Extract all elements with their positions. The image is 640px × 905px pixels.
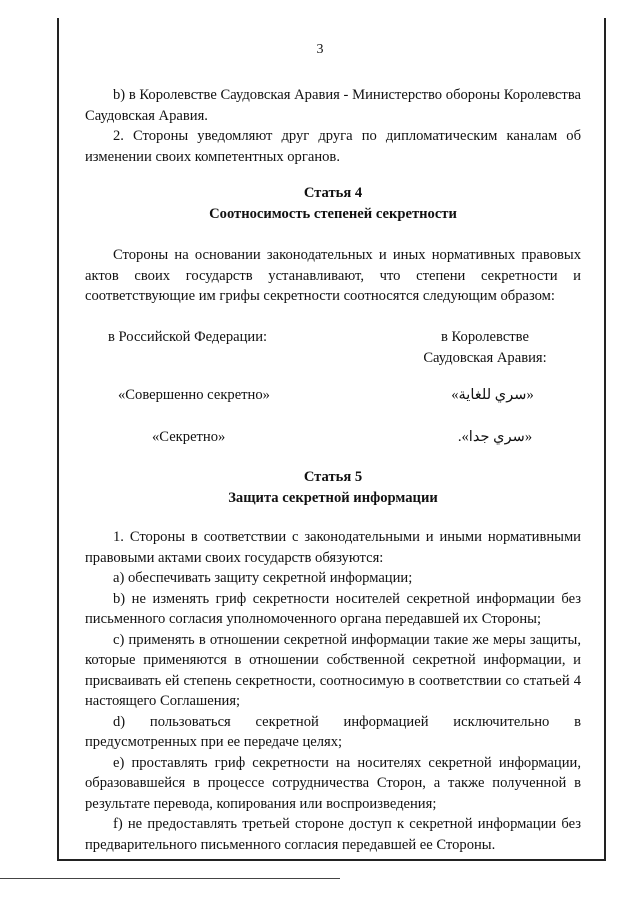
article-5-body <box>85 527 581 855</box>
column-right-header-line1: в Королевстве <box>441 329 529 345</box>
article-4-title: Соотносимость степеней секретности <box>209 205 457 222</box>
column-right-header-line2: Саудовская Аравия: <box>423 349 547 366</box>
column-right-header <box>400 327 570 368</box>
article-5-item-a: а) обеспечивать защиту секретной информации; <box>113 570 413 586</box>
article-4-heading <box>85 183 581 224</box>
article-4-number: Статья 4 <box>303 185 363 201</box>
page-number: 3 <box>316 42 324 57</box>
paragraph-b-saudi: b) в Королевстве Саудовская Аравия - Министерство обороны Королевства Саудовская Аравия. <box>85 87 581 124</box>
article-5-item-c: c) применять в отношении секретной информации такие же меры защиты, которые применяются в отношении собственной секретной информации, и присваивать ей степень секретности, соотносимую в соответствии со статьей 4 настоящего Соглашения; <box>85 631 581 709</box>
article-5-paragraph-1: 1. Стороны в соответствии с законодательными и иными нормативными правовыми актами своих государств обязуются: <box>85 529 581 566</box>
page-border-left <box>57 18 59 860</box>
article-5-number: Статья 5 <box>303 469 363 485</box>
grade-top-secret-ru: «Совершенно секретно» <box>118 387 270 403</box>
bottom-rule <box>0 878 340 879</box>
grade-secret-ru: «Секретно» <box>152 429 226 445</box>
article-5-item-d: d) пользоваться секретной информацией исключительно в предусмотренных при ее передаче целях; <box>85 713 581 750</box>
top-block <box>85 85 581 167</box>
column-left-header: в Российской Федерации: <box>108 329 268 345</box>
article-5-item-b: b) не изменять гриф секретности носителей секретной информации без письменного согласия уполномоченного органа передавшей их Стороны; <box>85 590 581 627</box>
article-5-title: Защита секретной информации <box>228 489 438 506</box>
grade-secret-ar: «سري جدا». <box>457 429 533 445</box>
article-4-intro: Стороны на основании законодательных и иных нормативных правовых актов своих государств устанавливают, что степени секретности и соответствующие им грифы секретности соотносятся следующим образом: <box>85 247 581 304</box>
article-5-heading <box>85 467 581 508</box>
grade-top-secret-ar: «سري للغاية» <box>451 387 534 403</box>
article-5-item-f: f) не предоставлять третьей стороне доступ к секретной информации без предварительного письменного согласия передавшей ее Стороны. <box>85 816 581 853</box>
page-border-right <box>604 18 606 860</box>
page-border-bottom <box>57 859 606 861</box>
article-5-item-e: е) проставлять гриф секретности на носителях секретной информации, образовавшейся в процессе сотрудничества Сторон, а также полученной в результате перевода, копирования или воспроизведения; <box>85 754 581 812</box>
paragraph-2: 2. Стороны уведомляют друг друга по дипломатическим каналам об изменении своих компетентных органов. <box>85 128 581 165</box>
article-4-body <box>85 245 581 307</box>
